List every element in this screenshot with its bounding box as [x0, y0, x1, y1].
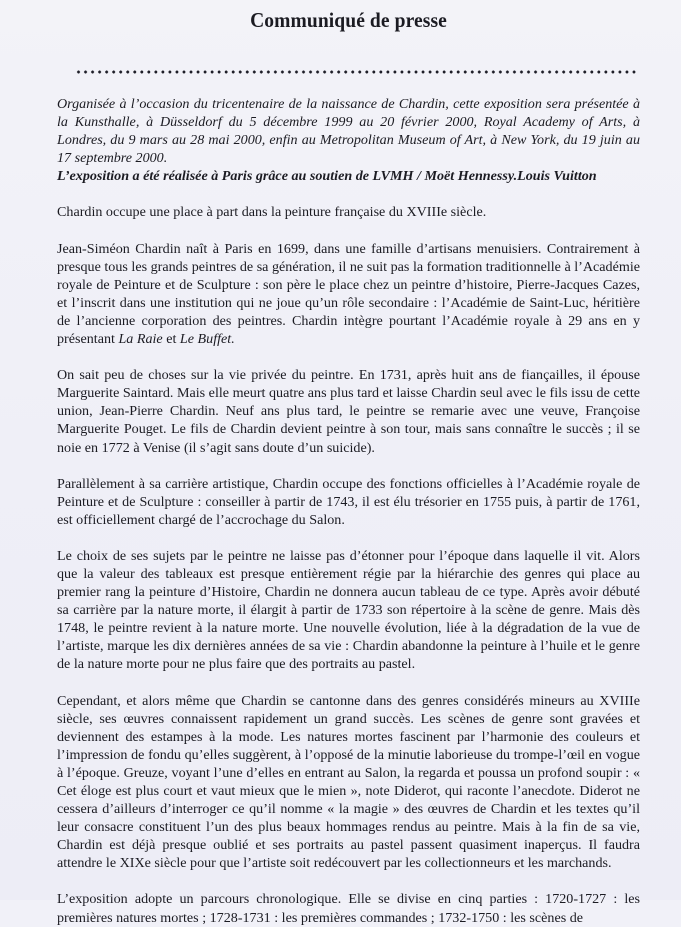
artwork-title-la-raie: La Raie [118, 331, 163, 348]
paragraph-gap [57, 185, 640, 203]
paragraph-6: Cependant, et alors même que Chardin se cantonne dans des genres considérés mineurs au XVIIIe siècle, ses œuvres connaissent rapidement un grand succès. Les scènes de genre sont gravées et deviennent des estampes à la mode. Les natures mortes fascinent par l’harmonie des couleurs et l’impression de fondu qu’elles suggèrent, à l’opposé de la minutie laborieuse du trompe-l’œil en vogue à l’époque. Greuze, voyant l’une d’elles en entrant au Salon, la regarda et poussa un profond soupir : « Cet éloge est plus court et vaut mieux que le mien », note Diderot, qui raconte l’anecdote. Diderot ne cessera d’ailleurs d’interroger ce qu’il nomme « la magie » des œuvres de Chardin et les textes qu’il leur consacre constituent l’un des plus beaux hommages rendus au peintre. Mais à la fin de sa vie, Chardin est déjà presque oublié et ses portraits au pastel passent quasiment inaperçus. Il faudra attendre le XIXe siècle pour que l’artiste soit redécouvert par les collectionneurs et les marchands. [57, 692, 640, 872]
paragraph-5: Le choix de ses sujets par le peintre ne laisse pas d’étonner pour l’époque dans laquelle il vit. Alors que la valeur des tableaux est presque entièrement régie par la hiérarchie des genres qui place au premier rang la peinture d’Histoire, Chardin ne donnera aucun tableau de ce type. Après avoir débuté sa carrière par la nature morte, il élargit à partir de 1733 son répertoire à la scène de genre. Mais dès 1748, le peintre revient à la nature morte. Une nouvelle évolution, liée à la dégradation de la vue de l’artiste, marque les dix dernières années de sa vie : Chardin abandonne la peinture à l’huile et le genre de la nature morte pour ne plus faire que des portraits au pastel. [57, 547, 640, 673]
intro-paragraph: Organisée à l’occasion du tricentenaire de la naissance de Chardin, cette exposition sera présentée à la Kunsthalle, à Düsseldorf du 5 décembre 1999 au 20 février 2000, Royal Academy of Arts, à Londres, du 9 mars au 28 mai 2000, enfin au Metropolitan Museum of Art, à New York, du 19 juin au 17 septembre 2000. [57, 96, 640, 167]
paragraph-gap [57, 872, 640, 890]
paragraph-gap [57, 674, 640, 692]
sponsor-line: L’exposition a été réalisée à Paris grâce au soutien de LVMH / Moët Hennessy.Louis Vuitton [57, 168, 597, 185]
paragraph-7: L’exposition adopte un parcours chronologique. Elle se divise en cinq parties : 1720-1727 : les premières natures mortes ; 1728-1731 : les premières commandes ; 1732-1750 : les scènes de [57, 891, 640, 926]
document-body [57, 95, 640, 927]
paragraph-2 [57, 240, 640, 349]
paragraph-gap [57, 457, 640, 475]
paragraph-gap [57, 348, 640, 366]
paragraph-2-text: Jean-Siméon Chardin naît à Paris en 1699, dans une famille d’artisans menuisiers. Contrairement à presque tous les grands peintres de sa génération, il ne suit pas la formation traditionnelle à l’Académie royale de Peinture et de Sculpture : son père le place chez un peintre d’histoire, Pierre-Jacques Cazes, et l’inscrit dans une institution qui ne joue qu’un rôle secondaire : l’Académie de Saint-Luc, héritière de l’ancienne corporation des peintres. Chardin intègre pourtant l’Académie royale à 29 ans en y présentant [57, 240, 640, 348]
paragraph-4: Parallèlement à sa carrière artistique, Chardin occupe des fonctions officielles à l’Académie royale de Peinture et de Sculpture : conseiller à partir de 1743, il est élu trésorier en 1755 puis, à partir de 1761, est officiellement chargé de l’accrochage du Salon. [57, 475, 640, 528]
paragraph-3: On sait peu de choses sur la vie privée du peintre. En 1731, après huit ans de fiançailles, il épouse Marguerite Saintard. Mais elle meurt quatre ans plus tard et laisse Chardin seul avec le fils issu de cette union, Jean-Pierre Chardin. Neuf ans plus tard, le peintre se remarie avec une veuve, Françoise Marguerite Pouget. Le fils de Chardin devient peintre à son tour, mais sans connaître le succès ; il se noie en 1772 à Venise (il s’agit sans doute d’un suicide). [57, 367, 640, 456]
artwork-title-le-buffet: Le Buffet. [179, 331, 235, 348]
paragraph-gap [57, 529, 640, 547]
paragraph-1: Chardin occupe une place à part dans la peinture française du XVIIIe siècle. [57, 204, 487, 221]
paragraph-2-conjunction: et [162, 331, 180, 348]
page-title: Communiqué de presse [250, 8, 447, 32]
dotted-separator [75, 69, 637, 75]
paragraph-gap [57, 222, 640, 240]
